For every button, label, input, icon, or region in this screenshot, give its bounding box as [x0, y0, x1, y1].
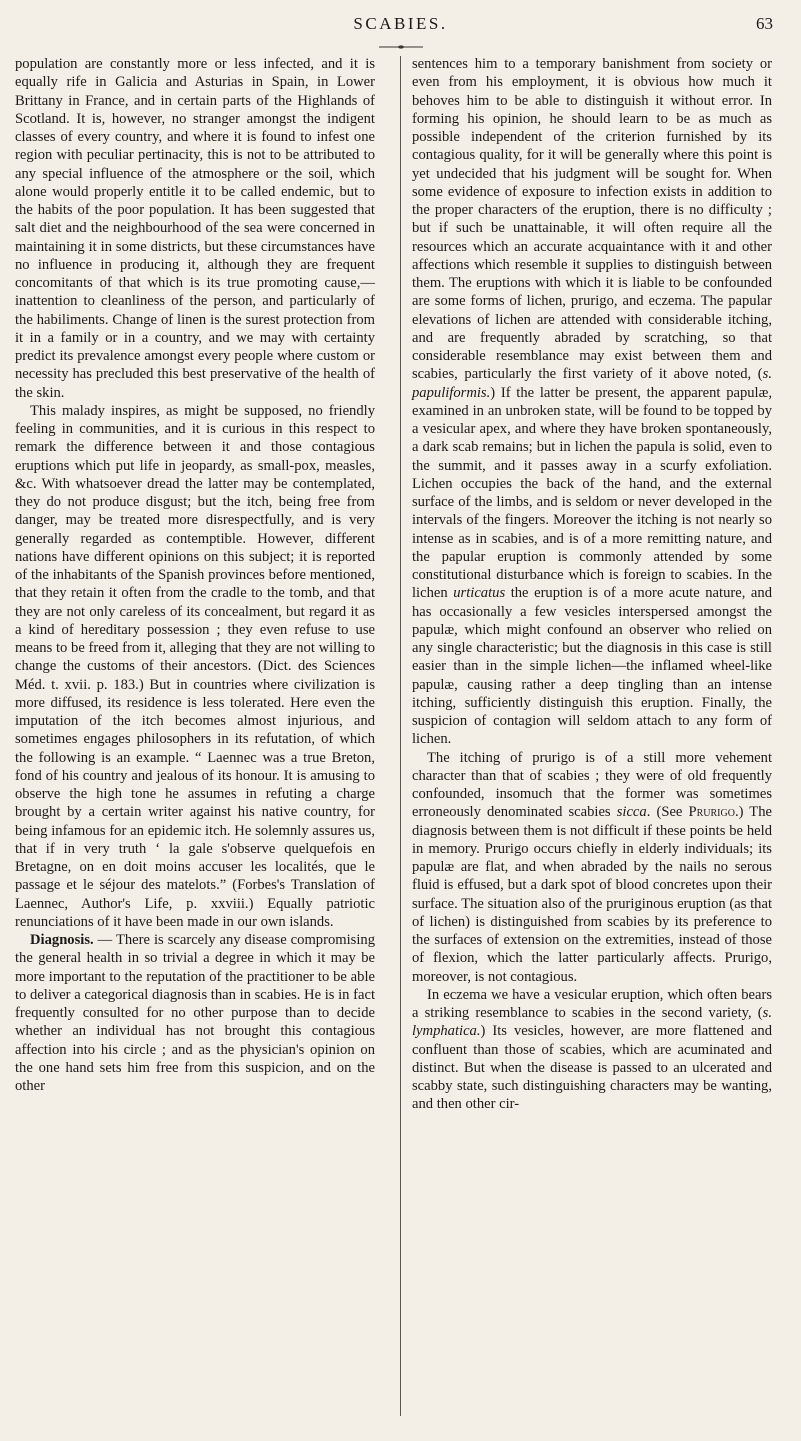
- paragraph-text: ) If the latter be present, the apparent papulæ, examined in an unbroken state, will be found to be topped by a vesicular apex, and where they have broken spontaneously, a dark scab remains; but in lichen the papula is solid, even to the summit, and it passes away in a scurfy exfoliation. Lichen occupies the back of the hand, and the external surface of the limbs, and is seldom or never developed in the intervals of the fingers. Moreover the itching is not nearly so intense as in scabies, and is of a more remitting nature, and the papular eruption is commonly attended by some constitutional disturbance which is foreign to scabies. In the lichen: [412, 384, 772, 602]
- paragraph-text: . (See: [646, 804, 689, 821]
- italic-term: s. papuliformis.: [412, 366, 772, 401]
- paragraph-text: The itching of prurigo is of a still more vehement character than that of scabies ; they were of old frequently confounded, insomuch that the former was sometimes erroneously denominated scabies: [412, 749, 772, 821]
- page-number: 63: [756, 14, 773, 33]
- diagnosis-paragraph: [15, 931, 375, 1095]
- left-column: [15, 55, 375, 1095]
- paragraph-text: ) Its vesicles, however, are more flattened and confluent than those of scabies, which are acuminated and distinct. But when the disease is passed to an ulcerated and scabby state, such distinguishing characters may be wanting, and then other cir-: [412, 1023, 772, 1113]
- running-title: SCABIES.: [353, 14, 448, 33]
- paragraph: [412, 749, 772, 986]
- italic-term: s. lymphatica.: [412, 1005, 772, 1040]
- italic-term: sicca: [616, 804, 647, 821]
- paragraph: [412, 55, 772, 749]
- column-divider: [400, 56, 401, 1416]
- paragraph: population are constantly more or less infected, and it is equally rife in Galicia and Asturias in Spain, in Lower Brittany in France, and in certain parts of the Highlands of Scotland. It is, however, no stranger amongst the indigent classes of every country, and where it is found to infest one region with peculiar pertinacity, this is not to be attributed to any special influence of the atmosphere or the soil, which alone would properly entitle it to be called endemic, but to the habits of the poor population. It has been suggested that salt diet and the neighbourhood of the sea were concerned in maintaining it in some districts, but these circumstances have no influence in producing it, although they are frequent concomitants of that which is its true promoting cause,— inattention to cleanliness of the person, and particularly of the habiliments. Change of linen is the surest protection from it in a family or in a country, and we may with certainty predict its prevalence amongst every people where custom or necessity has precluded this best preservative of the health of the skin.: [15, 56, 375, 401]
- italic-term: urticatus: [453, 585, 506, 602]
- paragraph-text: In eczema we have a vesicular eruption, which often bears a striking resemblance to scabies in the second variety, (: [412, 986, 772, 1021]
- paragraph-text: the eruption is of a more acute nature, and has occasionally a few vesicles interspersed amongst the papulæ, which might confound an observer who relied on any single characteristic; but the diagnosis in this case is still easier than in the simple lichen—the inflamed wheel-like papulæ, causing rather a deep tingling than an intense itching, sufficiently distinguish this eruption. Finally, the suspicion of contagion will seldom attach to any form of lichen.: [412, 585, 772, 748]
- cross-reference: Prurigo: [688, 804, 735, 821]
- paragraph: [412, 986, 772, 1114]
- paragraph: This malady inspires, as might be supposed, no friendly feeling in communities, and it is curious in this respect to remark the difference between it and those contagious eruptions which put life in jeopardy, as small-pox, measles, &c. With whatsoever dread the latter may be contemplated, they do not produce disgust; but the itch, being free from danger, may be treated more disrespectfully, and is very generally regarded as contemptible. However, different nations have different opinions on this subject; it is reported of the inhabitants of the Spanish provinces before mentioned, that they retain it often from the cradle to the tomb, and that they are not only careless of its concealment, but regard it as a kind of hereditary possession ; they even refuse to use means to be freed from it, alleging that they are not willing to change the customs of their ancestors. (Dict. des Sciences Méd. t. xvii. p. 183.) But in countries where civilization is more diffused, its residence is less tolerated. Here even the imputation of the itch becomes almost injurious, and sometimes engages philosophers in its refutation, of which the following is an example. “ Laennec was a true Breton, fond of his country and jealous of its honour. It is amusing to observe the high tone he assumes in refuting a charge brought by a certain writer against his native country, for being infamous for an epidemic itch. He solemnly assures us, that if in very truth ‘ la gale s'observe quelquefois en Bretagne, on en doit moins accuser les localités, que le passage et le séjour des matelots.” (Forbes's Translation of Laennec, Author's Life, p. xxviii.) Equally patriotic renunciations of it have been made in our own islands.: [15, 402, 375, 930]
- page-header: [0, 14, 801, 44]
- section-heading: Diagnosis.: [30, 932, 94, 948]
- paragraph-text: .) The diagnosis between them is not difficult if these points be held in memory. Prurigo occurs chiefly in elderly individuals; its papulæ are flat, and when abraded by the nails no serous fluid is effused, but a dark spot of blood concretes upon their surface. The situation also of the pruriginous eruption (as that of lichen) is distinguished from scabies by its preference to the surfaces of extension on the extremities, instead of those of flexion, which the latter particularly affects. Prurigo, moreover, is not contagious.: [412, 804, 772, 985]
- paragraph-text: sentences him to a temporary banishment from society or even from his employment, it is obvious how much it behoves him to be able to distinguish it without error. In forming his opinion, he should learn to be as much as possible independent of the criterion furnished by its contagious quality, for it will be generally where this point is yet undecided that his judgment will be sought for. When some evidence of exposure to infection exists in addition to the proper characters of the eruption, there is no difficulty ; but if such be unattainable, it will often require all the resources which an accurate acquaintance with it and other affections which resemble it supplies to distinguish between them. The eruptions with which it is liable to be confounded are some forms of lichen, prurigo, and eczema. The papular elevations of lichen are attended with considerable itching, and are frequently abraded by scratching, so that considerable resemblance may exist between them and scabies, particularly the first variety of it above noted, (: [412, 56, 772, 383]
- header-ornament: [376, 44, 426, 50]
- right-column: [412, 55, 772, 1114]
- paragraph-text: — There is scarcely any disease compromising the general health in so trivial a degree in which it may be more important to the reputation of the practitioner to be able to deliver a categorical diagnosis than in scabies. He is in fact frequently consulted for no other purpose than to decide whether an individual has not brought this contagious affection into his circle ; and as the physician's opinion on the one hand sets him free from this suspicion, and on the other: [15, 932, 375, 1094]
